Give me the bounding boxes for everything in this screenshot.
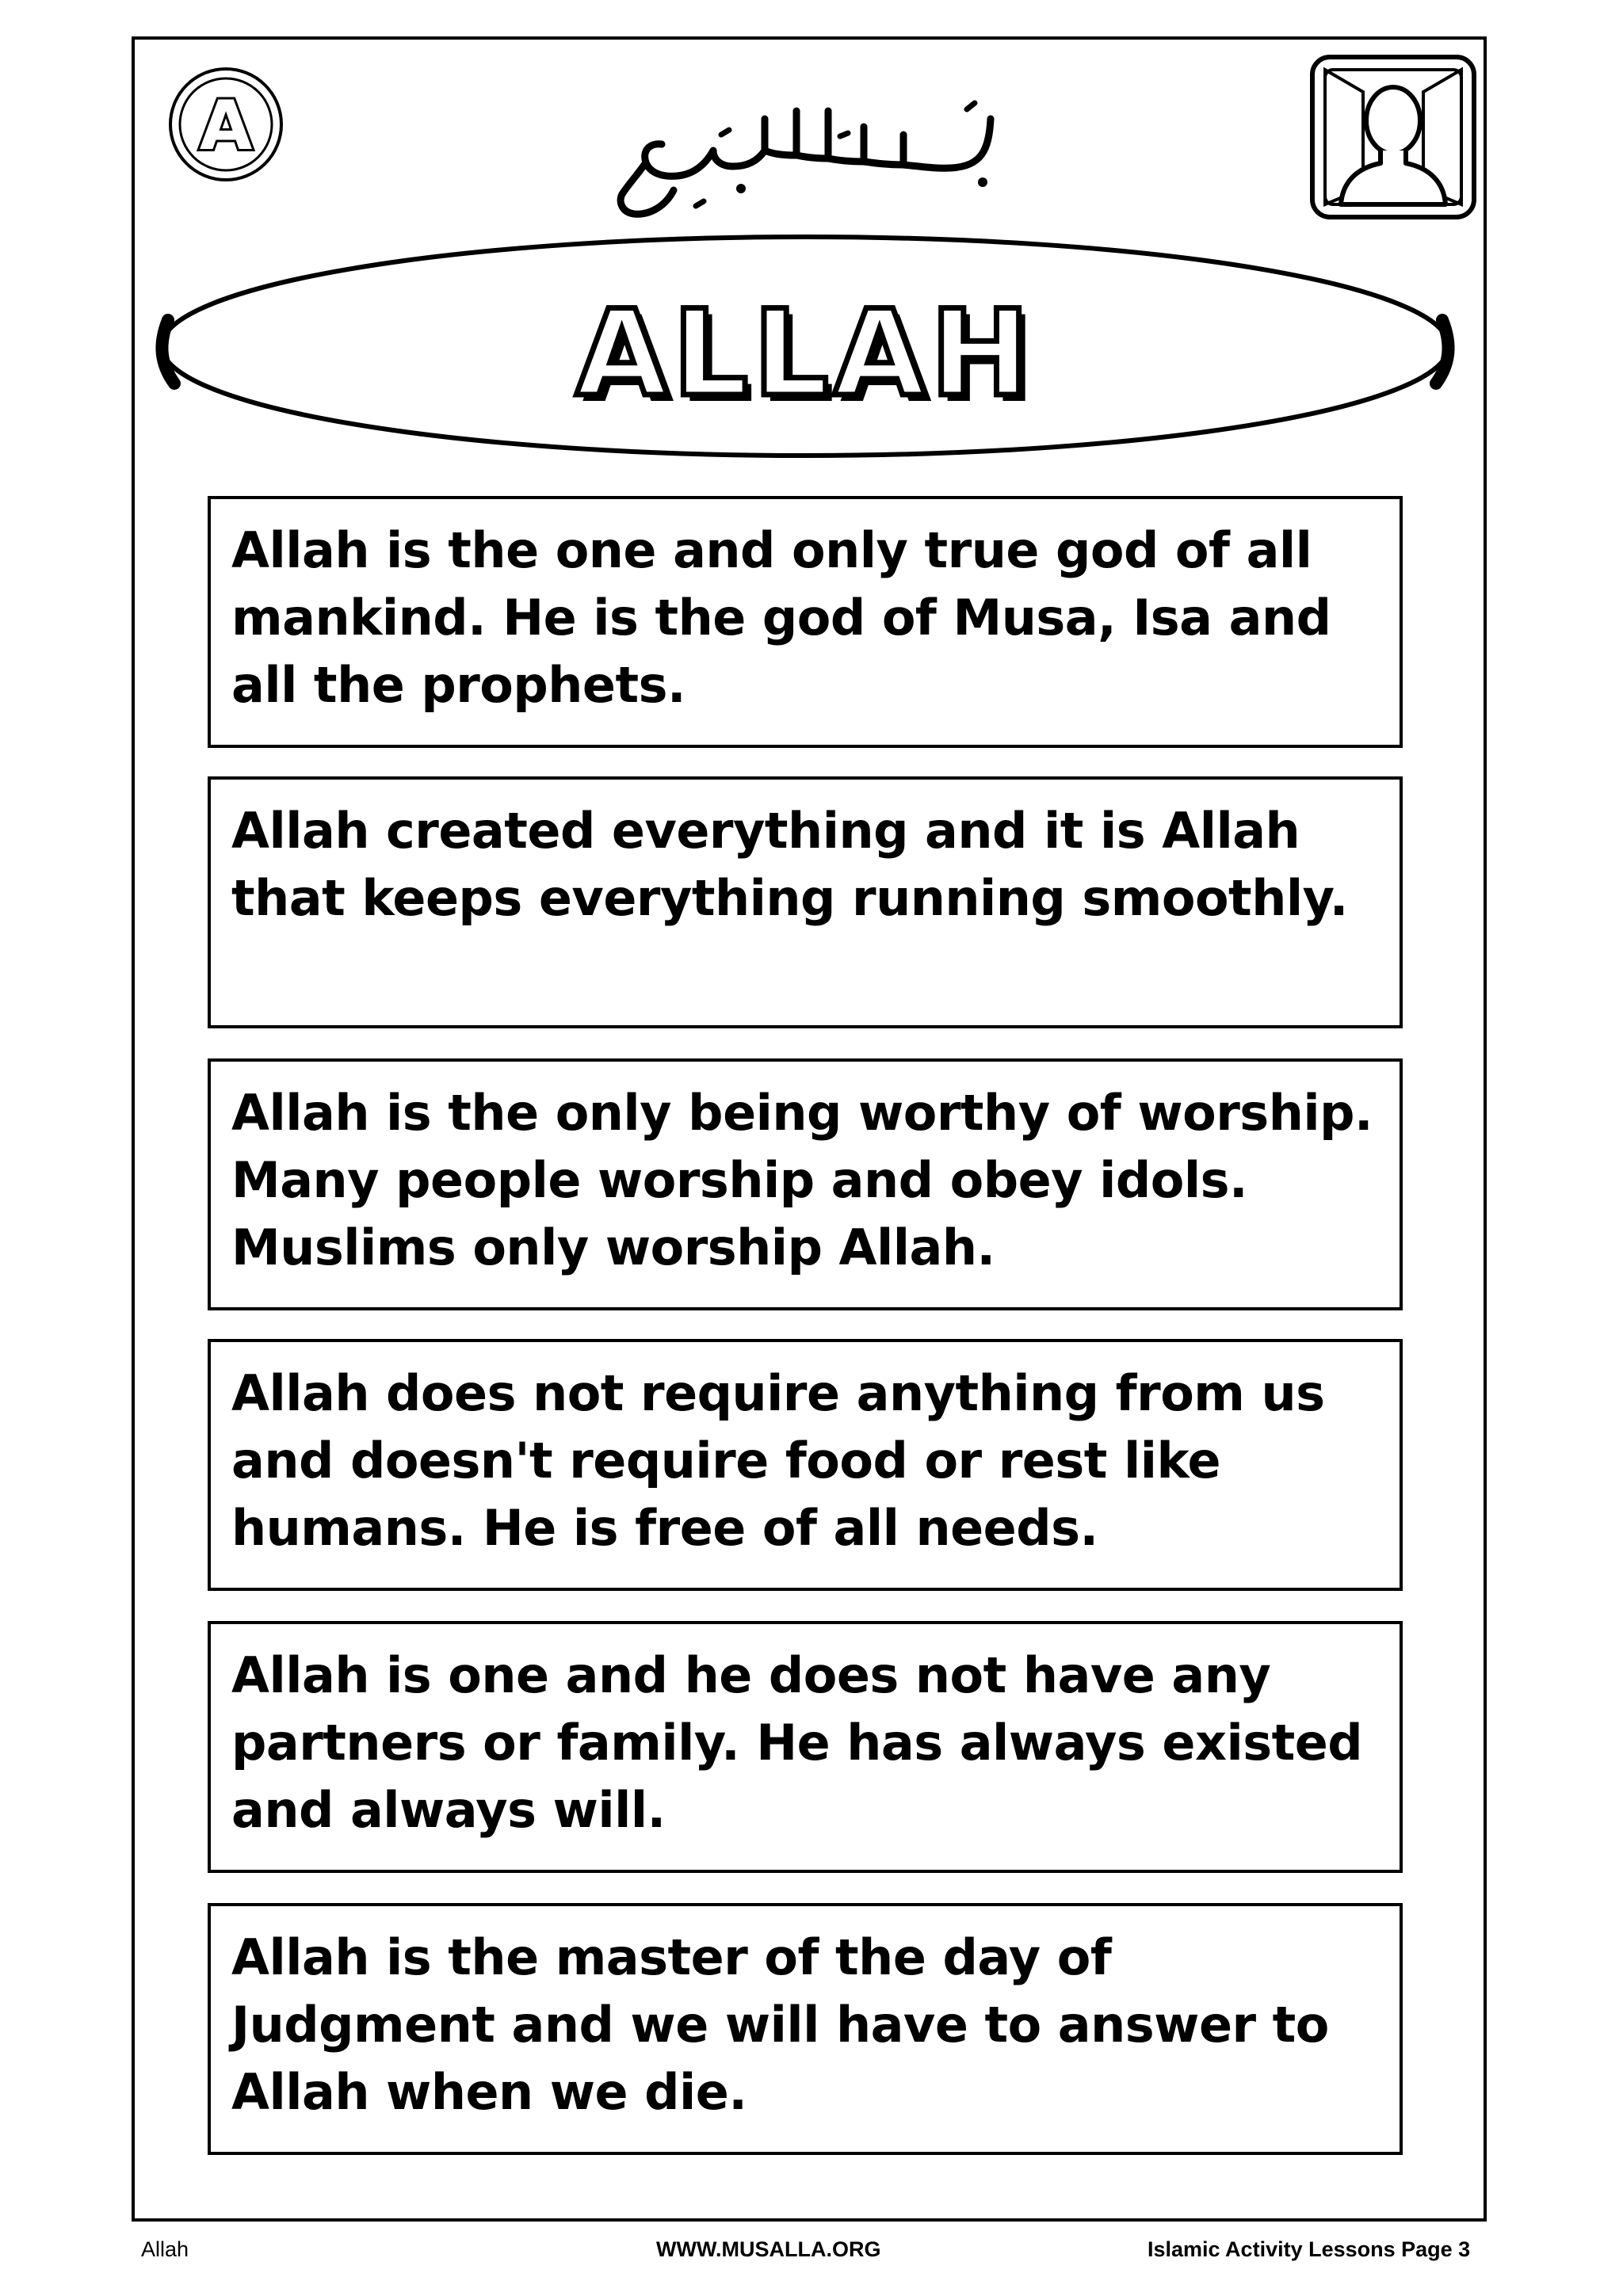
portrait-frame-icon bbox=[1308, 52, 1479, 222]
footer-page-label: Islamic Activity Lessons Page 3 bbox=[1148, 2237, 1471, 2261]
fact-box-3: Allah is the only being worthy of worship. Many people worship and obey idols. Muslims only worship Allah. bbox=[208, 1058, 1403, 1310]
basmala-calligraphy-icon bbox=[602, 87, 999, 230]
fact-box-2: Allah created everything and it is Allah that keeps everything running smoothly. bbox=[208, 776, 1403, 1028]
fact-box-4: Allah does not require anything from us and doesn't require food or rest like humans. He is free of all needs. bbox=[208, 1339, 1403, 1591]
footer-topic: Allah bbox=[141, 2237, 189, 2261]
letter-a-badge-icon bbox=[166, 65, 285, 184]
badge-letter: A bbox=[199, 86, 253, 166]
page-title: ALLAH bbox=[575, 285, 1035, 423]
fact-box-5: Allah is one and he does not have any partners or family. He has always existed and always will. bbox=[208, 1621, 1403, 1873]
fact-box-1: Allah is the one and only true god of all mankind. He is the god of Musa, Isa and all the prophets. bbox=[208, 496, 1403, 748]
footer-website: WWW.MUSALLA.ORG bbox=[656, 2237, 881, 2261]
fact-box-6: Allah is the master of the day of Judgment and we will have to answer to Allah when we die. bbox=[208, 1903, 1403, 2155]
